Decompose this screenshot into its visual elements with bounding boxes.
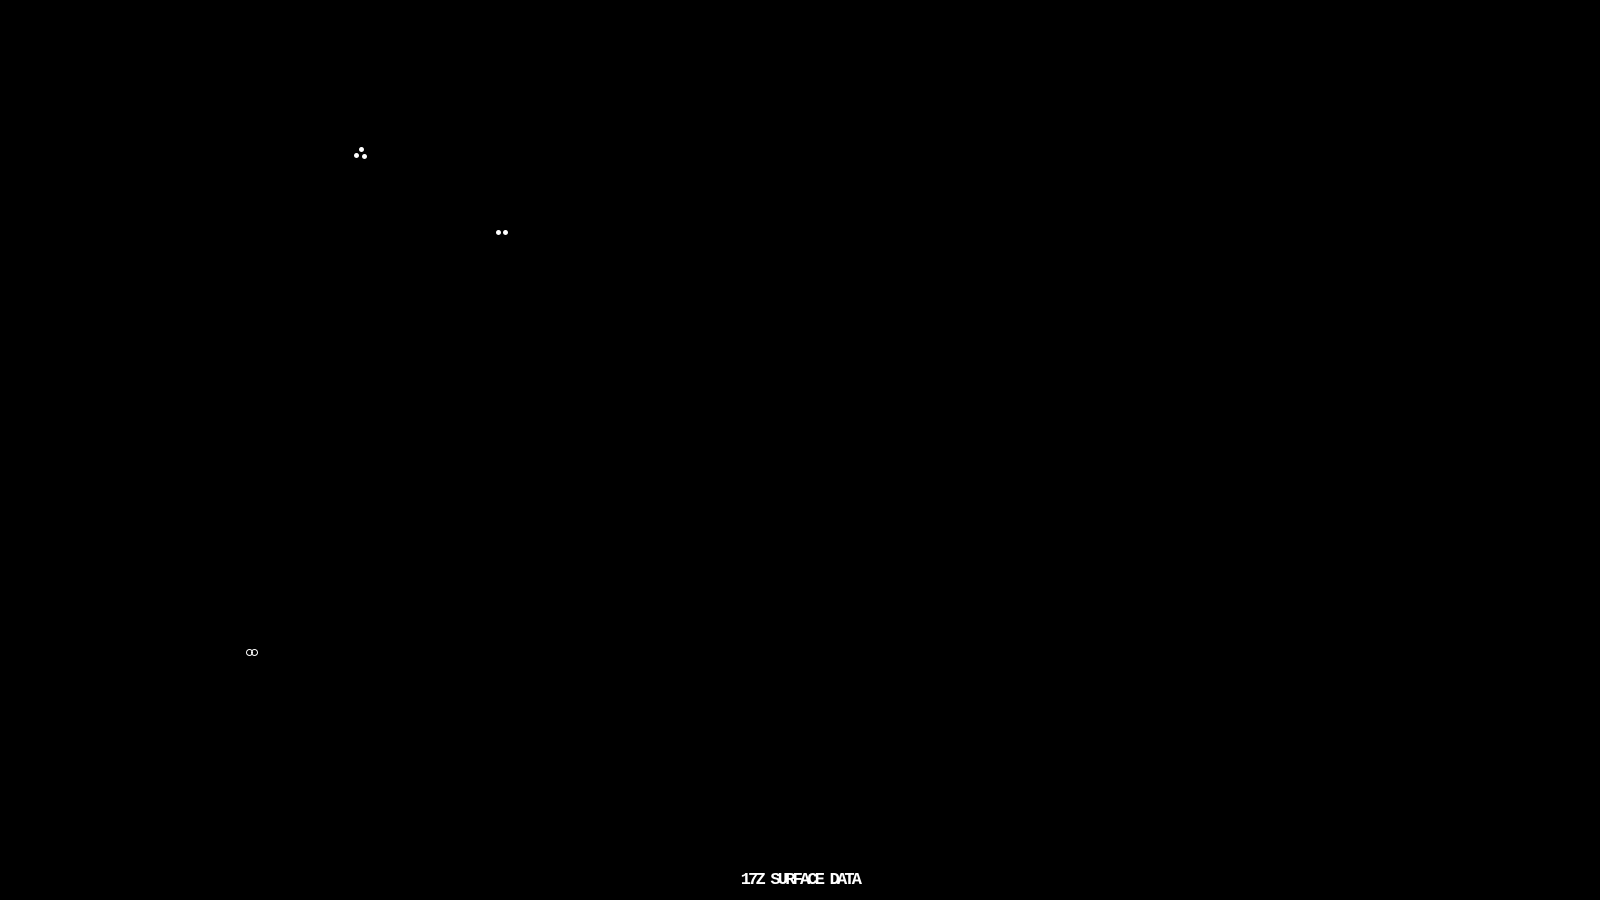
rain-dot [354,153,359,158]
rain-dot [496,230,501,235]
rain-dot [362,154,367,159]
moderate-rain-icon [354,146,368,159]
haze-circle [251,649,258,656]
light-rain-icon [496,230,508,235]
rain-dot [359,147,364,152]
haze-infinity-icon [246,649,258,656]
legend-text: 17Z SURFACE DATA [740,871,860,890]
rain-dot [503,230,508,235]
